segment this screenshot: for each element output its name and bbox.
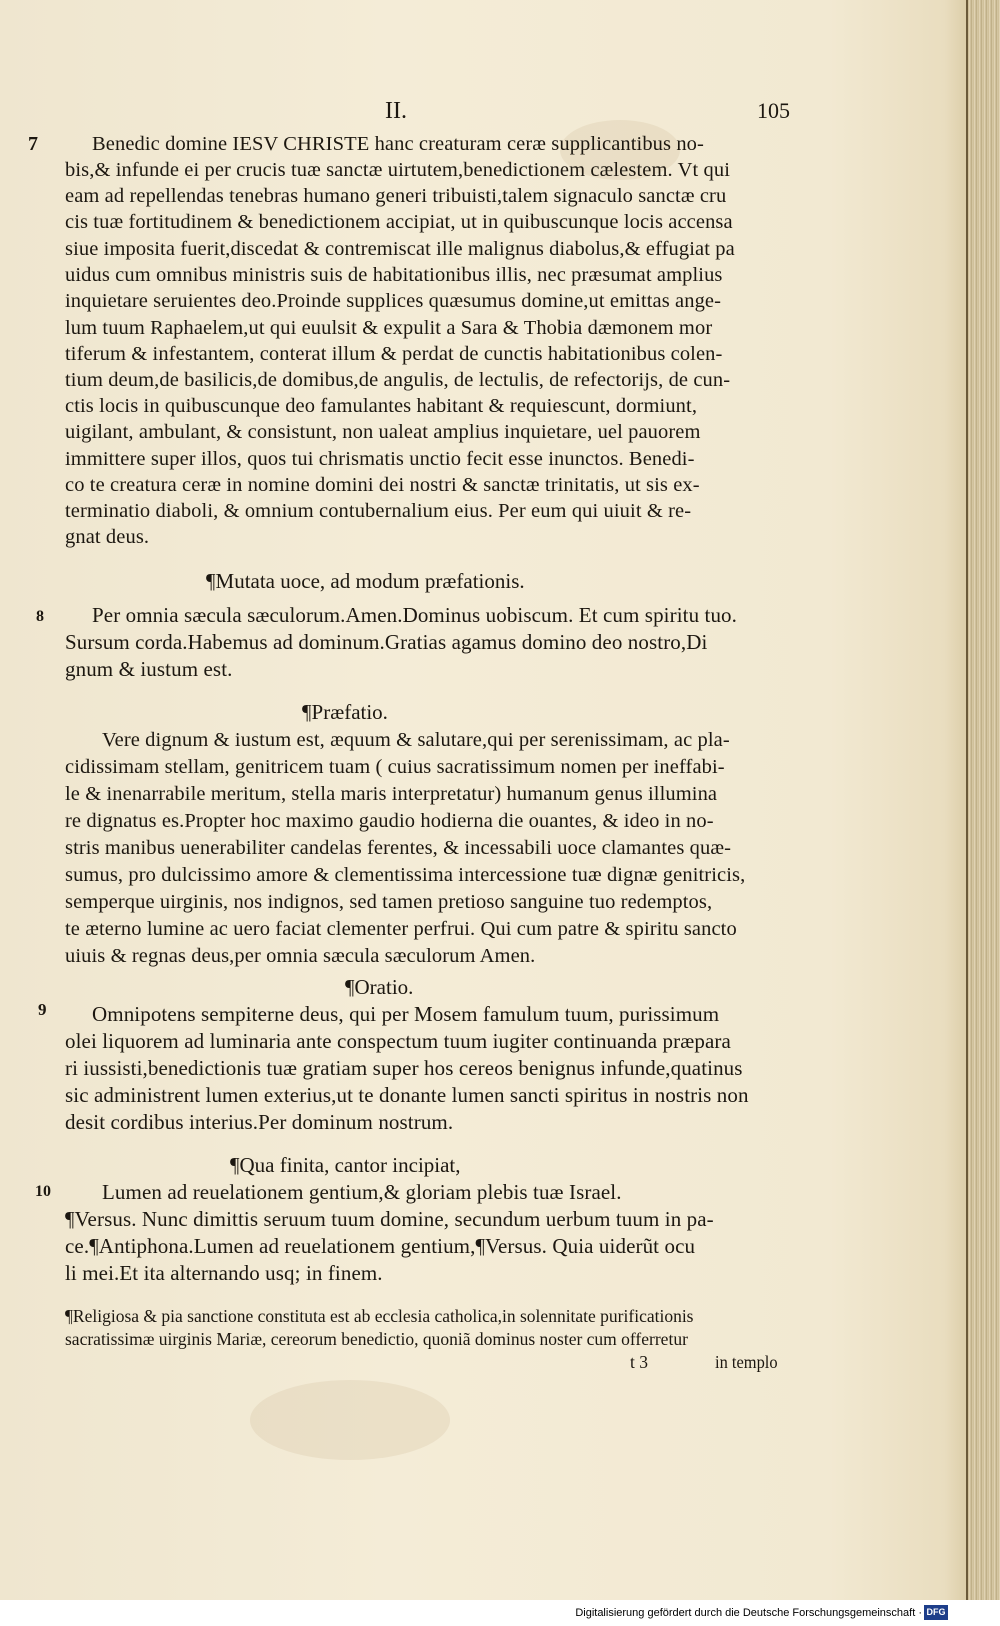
text-line: uigilant, ambulant, & consistunt, non ualeat amplius inquietare, uel pauorem: [65, 421, 701, 443]
funding-credit: Digitalisierung gefördert durch die Deutsche Forschungsgemeinschaft ·: [575, 1607, 922, 1619]
text-line: inquietare seruientes deo.Proinde supplices quæsumus domine,ut emittas ange-: [65, 290, 722, 312]
text-line: Benedic domine IESV CHRISTE hanc creaturam ceræ supplicantibus no-: [92, 133, 704, 155]
text-line: gnat deus.: [65, 526, 150, 548]
digitization-footer: [0, 1600, 1000, 1626]
text-line: uiuis & regnas deus,per omnia sæcula sæculorum Amen.: [65, 945, 536, 967]
footnote-line: ¶Religiosa & pia sanctione constituta est ab ecclesia catholica,in solennitate purificationis: [65, 1306, 694, 1326]
text-line: le & inenarrabile meritum, stella maris interpretatur) humanum genus illumina: [65, 783, 718, 805]
text-line: te æterno lumine ac uero faciat clementer perfrui. Qui cum patre & spiritu sancto: [65, 918, 737, 940]
text-line: ce.¶Antiphona.Lumen ad reuelationem gentium,¶Versus. Quia uiderũt ocu: [65, 1234, 696, 1258]
paper-stain: [250, 1380, 450, 1460]
margin-number: 8: [36, 608, 44, 625]
catchword: in templo: [715, 1352, 778, 1372]
margin-number: 10: [35, 1183, 51, 1200]
text-line: immittere super illos, quos tui chrismatis unctio fecit esse inunctos. Benedi-: [65, 448, 695, 470]
text-line: li mei.Et ita alternando usq; in finem.: [65, 1261, 383, 1285]
text-line: gnum & iustum est.: [65, 657, 233, 681]
text-line: uidus cum omnibus ministris suis de habitationibus illis, nec præsumat amplius: [65, 264, 723, 286]
text-line: co te creatura ceræ in nomine domini dei nostri & sanctæ trinitatis, ut sis ex-: [65, 474, 700, 496]
text-line: lum tuum Raphaelem,ut qui euulsit & expulit a Sara & Thobia dæmonem mor: [65, 317, 713, 339]
rubric-heading: ¶Oratio.: [345, 975, 414, 999]
text-line: ri iussisti,benedictionis tuæ gratiam super hos cereos benignus infunde,quatinus: [65, 1056, 743, 1080]
text-line: tiferum & infestantem, conterat illum & perdat de cunctis habitationibus colen-: [65, 343, 723, 365]
book-page-edges: [968, 0, 1000, 1600]
text-line: cis tuæ fortitudinem & benedictionem accipiat, ut in quibuscunque locis accensa: [65, 211, 733, 233]
margin-number: 9: [38, 1000, 47, 1019]
text-line: re dignatus es.Propter hoc maximo gaudio hodierna die ouantes, & ideo in no-: [65, 810, 714, 832]
text-line: siue imposita fuerit,discedat & contremiscat ille malignus diabolus,& effugiat pa: [65, 238, 735, 260]
margin-number: 7: [28, 133, 38, 155]
rubric-heading: ¶Præfatio.: [302, 700, 388, 724]
text-line: olei liquorem ad luminaria ante conspectum tuum iugiter continuanda præpara: [65, 1029, 731, 1053]
text-line: sic administrent lumen exterius,ut te donante lumen sancti spiritus in nostris non: [65, 1083, 749, 1107]
signature-mark: t 3: [630, 1352, 648, 1372]
text-line: stris manibus uenerabiliter candelas ferentes, & incessabili uoce clamantes quæ-: [65, 837, 732, 859]
footnote-line: sacratissimæ uirginis Mariæ, cereorum benedictio, quoniã dominus noster cum offerretur: [65, 1329, 688, 1349]
text-line: Omnipotens sempiterne deus, qui per Mosem famulum tuum, purissimum: [92, 1002, 720, 1026]
text-line: ctis locis in quibuscunque deo famulantes habitant & requiescunt, dormiunt,: [65, 395, 698, 417]
text-line: tium deum,de basilicis,de domibus,de angulis, de lectulis, de refectorijs, de cun-: [65, 369, 731, 391]
dfg-logo: DFG: [924, 1605, 948, 1620]
text-line: Lumen ad reuelationem gentium,& gloriam plebis tuæ Israel.: [102, 1180, 622, 1204]
text-line: cidissimam stellam, genitricem tuam ( cuius sacratissimum nomen per ineffabi-: [65, 756, 725, 778]
text-line: bis,& infunde ei per crucis tuæ sanctæ uirtutem,benedictionem cælestem. Vt qui: [65, 159, 730, 181]
text-line: eam ad repellendas tenebras humano generi tribuisti,talem signaculo sanctæ cru: [65, 185, 727, 207]
text-line: sumus, pro dulcissimo amore & clementissima intercessione tuæ dignæ genitricis,: [65, 864, 746, 886]
rubric-heading: ¶Mutata uoce, ad modum præfationis.: [206, 569, 525, 593]
text-line: Sursum corda.Habemus ad dominum.Gratias agamus domino deo nostro,Di: [65, 630, 708, 654]
text-line: Per omnia sæcula sæculorum.Amen.Dominus uobiscum. Et cum spiritu tuo.: [92, 603, 738, 627]
page-number: 105: [757, 98, 790, 123]
rubric-heading: ¶Qua finita, cantor incipiat,: [230, 1153, 461, 1177]
text-line: desit cordibus interius.Per dominum nostrum.: [65, 1110, 454, 1134]
running-header: II.: [385, 98, 407, 124]
text-line: terminatio diaboli, & omnium contubernalium eius. Per eum qui uiuit & re-: [65, 500, 692, 522]
text-line: ¶Versus. Nunc dimittis seruum tuum domine, secundum uerbum tuum in pa-: [65, 1207, 714, 1231]
text-line: Vere dignum & iustum est, æquum & salutare,qui per serenissimam, ac pla-: [102, 729, 730, 751]
text-line: semperque uirginis, nos indignos, sed tamen pretioso sanguine tuo redemptos,: [65, 891, 713, 913]
